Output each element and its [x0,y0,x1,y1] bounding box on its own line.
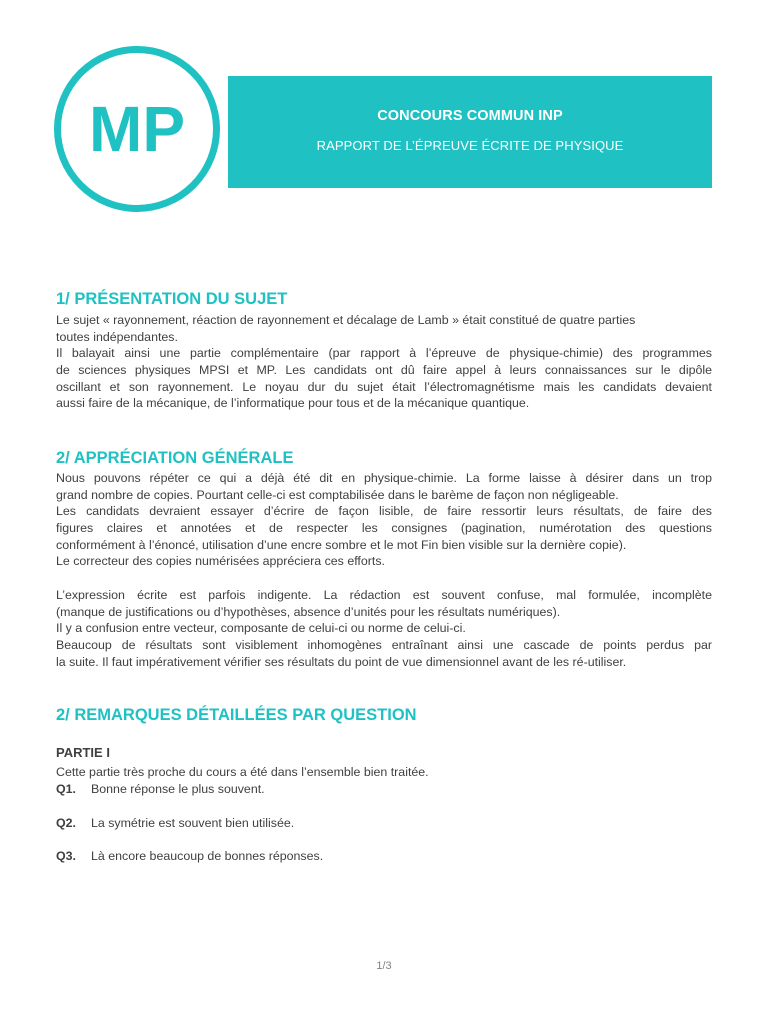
header-subtitle: RAPPORT DE L’ÉPREUVE ÉCRITE DE PHYSIQUE [316,138,624,153]
text-line: aussi faire de la mécanique, de l’informatique pour tous et de la mécanique quantique. [56,396,530,411]
text-line: grand nombre de copies. Pourtant celle-ci est comptabilisée dans le barème de façon non négligeable. [56,487,619,502]
text-line: Il balayait ainsi une partie complémentaire (par rapport à l’épreuve de physique-chimie) des programmes [56,346,712,361]
text-line: Le sujet « rayonnement, réaction de rayonnement et décalage de Lamb » était constitué de quatre parties [56,313,636,327]
question-item [56,848,323,865]
appreciation-paragraph-1 [56,470,712,570]
mp-logo [54,46,220,212]
text-line: figures claires et annotées et de respecter les consignes (pagination, numérotation des questions [56,521,712,536]
question-label: Q2. [56,816,76,830]
question-label: Q3. [56,849,76,863]
question-text: Là encore beaucoup de bonnes réponses. [91,849,324,863]
text-line: Le correcteur des copies numérisées appréciera ces efforts. [56,554,385,569]
header-title: CONCOURS COMMUN INP [377,108,563,124]
logo-text: MP [89,93,185,165]
text-line: Nous pouvons répéter ce qui a déjà été dit en physique-chimie. La forme laisse à désirer dans un trop [56,471,712,485]
text-line: Cette partie très proche du cours a été dans l’ensemble bien traitée. [56,765,429,779]
text-line: L’expression écrite est parfois indigente. La rédaction est souvent confuse, mal formulée, incomplète [56,588,712,602]
text-line: conformément à l’énoncé, utilisation d’une encre sombre et le mot Fin bien visible sur la dernière copie). [56,537,627,552]
text-line: la suite. Il faut impérativement vérifier ses résultats du point de vue dimensionnel avant de les ré-utiliser. [56,654,627,669]
question-label: Q1. [56,782,76,796]
text-line: de sciences physiques MPSI et MP. Les candidats ont dû faire appel à leurs connaissances sur le dipôle [56,363,712,378]
header-banner [228,76,712,188]
question-text: Bonne réponse le plus souvent. [91,782,265,796]
section-title-presentation: 1/ PRÉSENTATION DU SUJET [56,290,288,308]
text-line: Beaucoup de résultats sont visiblement inhomogènes entraînant ainsi une cascade de points perdus par [56,638,712,653]
question-item [56,815,294,832]
text-line: toutes indépendantes. [56,329,178,344]
text-line: Les candidats devraient essayer d’écrire de façon lisible, de faire ressortir leurs résultats, de faire des [56,504,712,519]
text-line: oscillant et son rayonnement. Le noyau dur du sujet était l’électromagnétisme mais les candidats devaient [56,379,712,394]
section-title-remarques: 2/ REMARQUES DÉTAILLÉES PAR QUESTION [56,706,417,724]
text-line: Il y a confusion entre vecteur, composante de celui-ci ou norme de celui-ci. [56,621,466,636]
section-title-appreciation: 2/ APPRÉCIATION GÉNÉRALE [56,449,294,467]
question-item [56,781,265,798]
page-number: 1/3 [376,960,392,972]
question-text: La symétrie est souvent bien utilisée. [91,816,295,830]
presentation-paragraph [56,312,712,412]
appreciation-paragraph-2 [56,587,712,670]
part-intro [56,764,712,781]
text-line: (manque de justifications ou d’hypothèses, absence d’unités pour les résultats numériques). [56,604,561,619]
part-title: PARTIE I [56,745,110,760]
